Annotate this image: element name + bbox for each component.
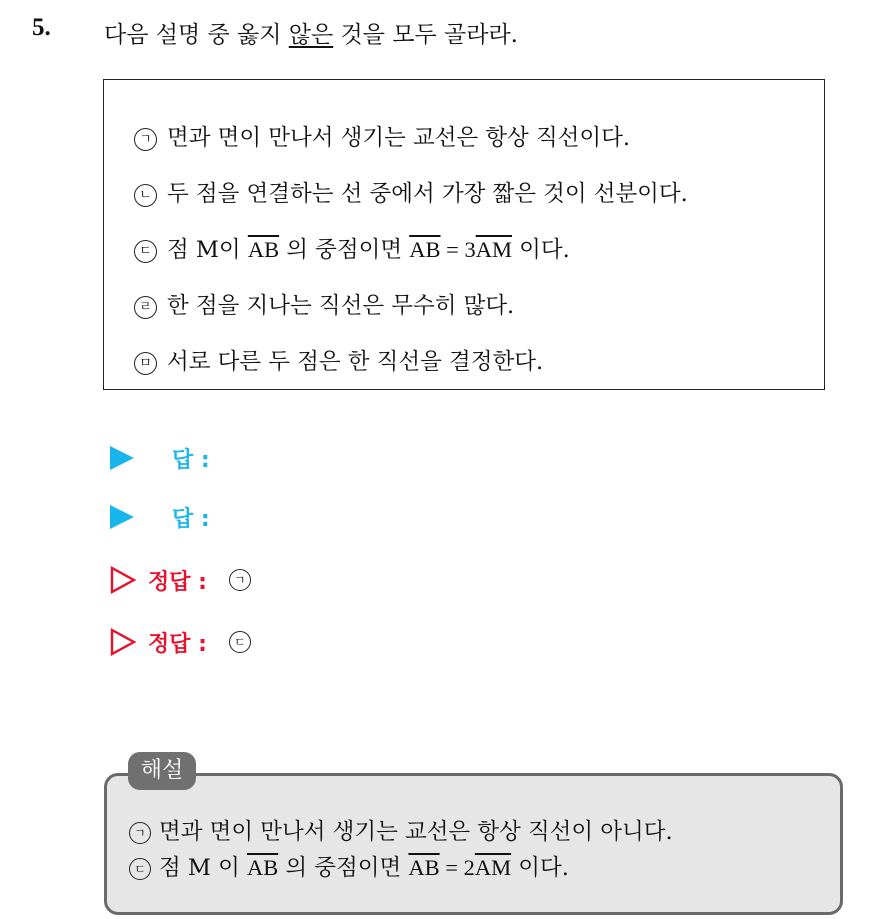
statement-5-text: 서로 다른 두 점은 한 직선을 결정한다. xyxy=(167,349,544,375)
statement-2 xyxy=(134,176,688,208)
marker-digeut: ㄷ xyxy=(129,858,151,880)
marker-giyeok: ㄱ xyxy=(134,128,157,151)
question-number: 5. xyxy=(32,14,51,41)
marker-rieul: ㄹ xyxy=(134,296,157,319)
answer-label: 답 : xyxy=(172,447,210,473)
answer-label: 답 : xyxy=(172,506,210,532)
segment-am: $\overline{AM}$ xyxy=(474,855,512,880)
solution-line-2-part4: 이다. xyxy=(511,855,569,881)
solution-tag: 해설 xyxy=(128,752,196,790)
statement-5 xyxy=(134,344,543,376)
correct-answer-marker: ㄱ xyxy=(229,569,251,591)
solution-box xyxy=(104,773,843,915)
correct-answer-row-1 xyxy=(110,563,251,597)
segment-ab: $\overline{AB}$ xyxy=(408,855,440,880)
statements-box xyxy=(103,79,825,390)
question-text-before: 다음 설명 중 옳지 xyxy=(104,22,289,48)
statement-4-text: 한 점을 지나는 직선은 무수히 많다. xyxy=(167,293,515,319)
play-triangle-icon xyxy=(110,505,134,529)
play-triangle-icon xyxy=(110,446,134,470)
segment-am: $\overline{AM}$ xyxy=(475,237,512,262)
statement-3-part1: 점 M이 xyxy=(167,237,248,263)
statement-1-text: 면과 면이 만나서 생기는 교선은 항상 직선이다. xyxy=(167,125,631,151)
statement-1 xyxy=(134,120,630,152)
question-text-after: 것을 모두 골라라. xyxy=(333,22,518,48)
statement-3-part2: 의 중점이면 xyxy=(279,237,410,263)
solution-line-2-part3: = 2 xyxy=(439,855,475,880)
question-text-underlined: 않은 xyxy=(288,22,334,48)
marker-mieum: ㅁ xyxy=(134,352,157,375)
correct-answer-label: 정답 : xyxy=(148,569,207,595)
statement-3 xyxy=(134,232,570,264)
outline-triangle-icon xyxy=(110,628,136,656)
solution-line-2 xyxy=(129,850,569,882)
answer-row-1 xyxy=(110,441,210,475)
correct-answer-row-2 xyxy=(110,625,251,659)
outline-triangle-icon xyxy=(110,566,136,594)
solution-line-1-text: 면과 면이 만나서 생기는 교선은 항상 직선이 아니다. xyxy=(159,819,673,845)
segment-ab: $\overline{AB}$ xyxy=(247,237,280,262)
segment-ab: $\overline{AB}$ xyxy=(409,237,441,262)
correct-answer-marker: ㄷ xyxy=(229,631,251,653)
statement-3-part4: 이다. xyxy=(511,237,570,263)
solution-line-1 xyxy=(129,814,673,846)
solution-line-2-part1: 점 M 이 xyxy=(159,855,247,881)
segment-ab: $\overline{AB}$ xyxy=(246,855,279,880)
correct-answer-label: 정답 : xyxy=(148,631,207,657)
statement-4 xyxy=(134,288,514,320)
solution-line-2-part2: 의 중점이면 xyxy=(278,855,409,881)
marker-giyeok: ㄱ xyxy=(129,822,151,844)
marker-nieun: ㄴ xyxy=(134,184,157,207)
marker-digeut: ㄷ xyxy=(134,240,157,263)
statement-3-part3: = 3 xyxy=(440,237,476,262)
answer-row-2 xyxy=(110,500,210,534)
question-text xyxy=(104,16,518,49)
statement-2-text: 두 점을 연결하는 선 중에서 가장 짧은 것이 선분이다. xyxy=(167,181,688,207)
